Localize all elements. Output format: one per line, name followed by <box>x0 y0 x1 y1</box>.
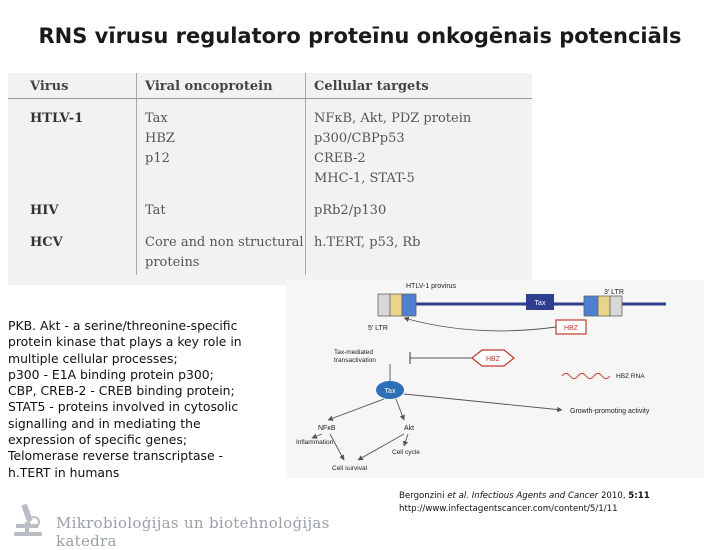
targets-cell <box>306 99 533 192</box>
ltr3-label: 3' LTR <box>604 289 624 296</box>
provirus-label: HTLV-1 provirus <box>406 283 457 290</box>
desc-line: Telomerase reverse transcriptase - <box>8 448 224 464</box>
table-row <box>8 99 532 192</box>
hbz-protein-label: HBZ <box>486 356 500 363</box>
virus-cell: HIV <box>30 203 59 218</box>
table <box>8 73 532 275</box>
hbz-to-ltr-arrow <box>404 318 556 331</box>
growth-label: Growth-promoting activity <box>570 408 650 415</box>
oncoprotein-table <box>8 73 532 285</box>
hbz-box-label: HBZ <box>564 325 578 332</box>
header-oncoprotein: Viral oncoprotein <box>137 73 306 99</box>
inflammation-label: Inflammation <box>296 439 334 446</box>
citation-line <box>399 490 650 503</box>
virus-cell: HTLV-1 <box>30 111 84 126</box>
targets-cell <box>306 191 533 223</box>
desc-line: PKB. Akt - a serine/threonine-specific <box>8 318 238 333</box>
virus-cell: HCV <box>30 235 63 250</box>
desc-line: protein kinase that plays a key role in <box>8 334 242 350</box>
citation-authors: Bergonzini <box>399 491 445 501</box>
protein-line: Tax <box>145 111 168 126</box>
table-row <box>8 191 532 223</box>
protein-line: HBZ <box>145 131 175 146</box>
tax-box-label: Tax <box>534 300 546 307</box>
slide-title: RNS vīrusu regulatoro proteīnu onkogēnais potenciāls <box>38 24 682 48</box>
protein-cell <box>137 223 306 275</box>
citation <box>399 490 650 516</box>
ltr3-block <box>584 296 622 316</box>
htlv1-pathway-figure <box>286 280 704 478</box>
citation-journal: Infectious Agents and Cancer <box>471 491 599 501</box>
hbz-rna-label: HBZ RNA <box>616 373 645 380</box>
citation-url[interactable]: http://www.infectagentscancer.com/content/5/1/11 <box>399 504 618 514</box>
akt-label: Akt <box>404 425 415 432</box>
citation-volume: 5:11 <box>628 491 650 501</box>
tax-akt-arrow <box>396 399 404 420</box>
transactivation-label: transactivation <box>334 357 376 364</box>
akt-survival-arrow <box>358 434 404 460</box>
cell-cycle-label: Cell cycle <box>392 449 420 456</box>
growth-arrow <box>404 394 562 410</box>
abbreviation-description <box>8 318 280 481</box>
cell-survival-label: Cell survival <box>332 465 368 472</box>
desc-line: h.TERT in humans <box>8 464 120 480</box>
table-header-row <box>8 73 532 99</box>
tax-protein-label: Tax <box>384 388 396 395</box>
header-virus: Virus <box>8 73 137 99</box>
protein-cell <box>137 191 306 223</box>
targets-cell <box>306 223 533 275</box>
tax-mediated-label: Tax-mediated <box>334 349 374 356</box>
desc-line: CBP, CREB-2 - CREB binding protein; <box>8 383 235 399</box>
desc-line: p300 - E1A binding protein p300; <box>8 366 214 382</box>
target-line: h.TERT, p53, Rb <box>314 235 421 250</box>
ltr5-block <box>378 294 416 316</box>
protein-line: Core and non structural <box>145 235 304 250</box>
footer <box>0 498 380 550</box>
protein-cell <box>137 99 306 192</box>
target-line: pRb2/p130 <box>314 203 387 218</box>
target-line: MHC-1, STAT-5 <box>314 171 415 186</box>
akt-cellcycle-arrow <box>404 434 408 446</box>
desc-line: STAT5 - proteins involved in cytosolic <box>8 399 239 415</box>
table-row <box>8 223 532 275</box>
target-line: NFκB, Akt, PDZ protein p300/CBPp53 <box>314 111 472 146</box>
citation-etal: et al. <box>447 491 469 501</box>
pathway-diagram <box>286 280 704 478</box>
hbz-rna-wave <box>562 374 610 379</box>
desc-line: signalling and in mediating the <box>8 415 201 431</box>
tax-nfkb-arrow <box>328 399 384 420</box>
citation-year: 2010, <box>600 491 626 501</box>
ltr5-label: 5' LTR <box>368 325 388 332</box>
microscope-icon <box>8 500 48 540</box>
header-targets: Cellular targets <box>306 73 533 99</box>
protein-line: proteins <box>145 255 200 270</box>
protein-line: p12 <box>145 151 170 166</box>
target-line: CREB-2 <box>314 151 366 166</box>
nfkb-label: NFκB <box>318 425 336 432</box>
nfkb-survival-arrow <box>330 434 344 460</box>
desc-line: multiple cellular processes; <box>8 350 178 366</box>
desc-line: expression of specific genes; <box>8 432 188 448</box>
nfkb-inflammation-arrow <box>312 434 322 438</box>
footer-text: Mikrobioloģijas un biotehnoloģijas katedra <box>56 514 330 550</box>
protein-line: Tat <box>145 203 166 218</box>
